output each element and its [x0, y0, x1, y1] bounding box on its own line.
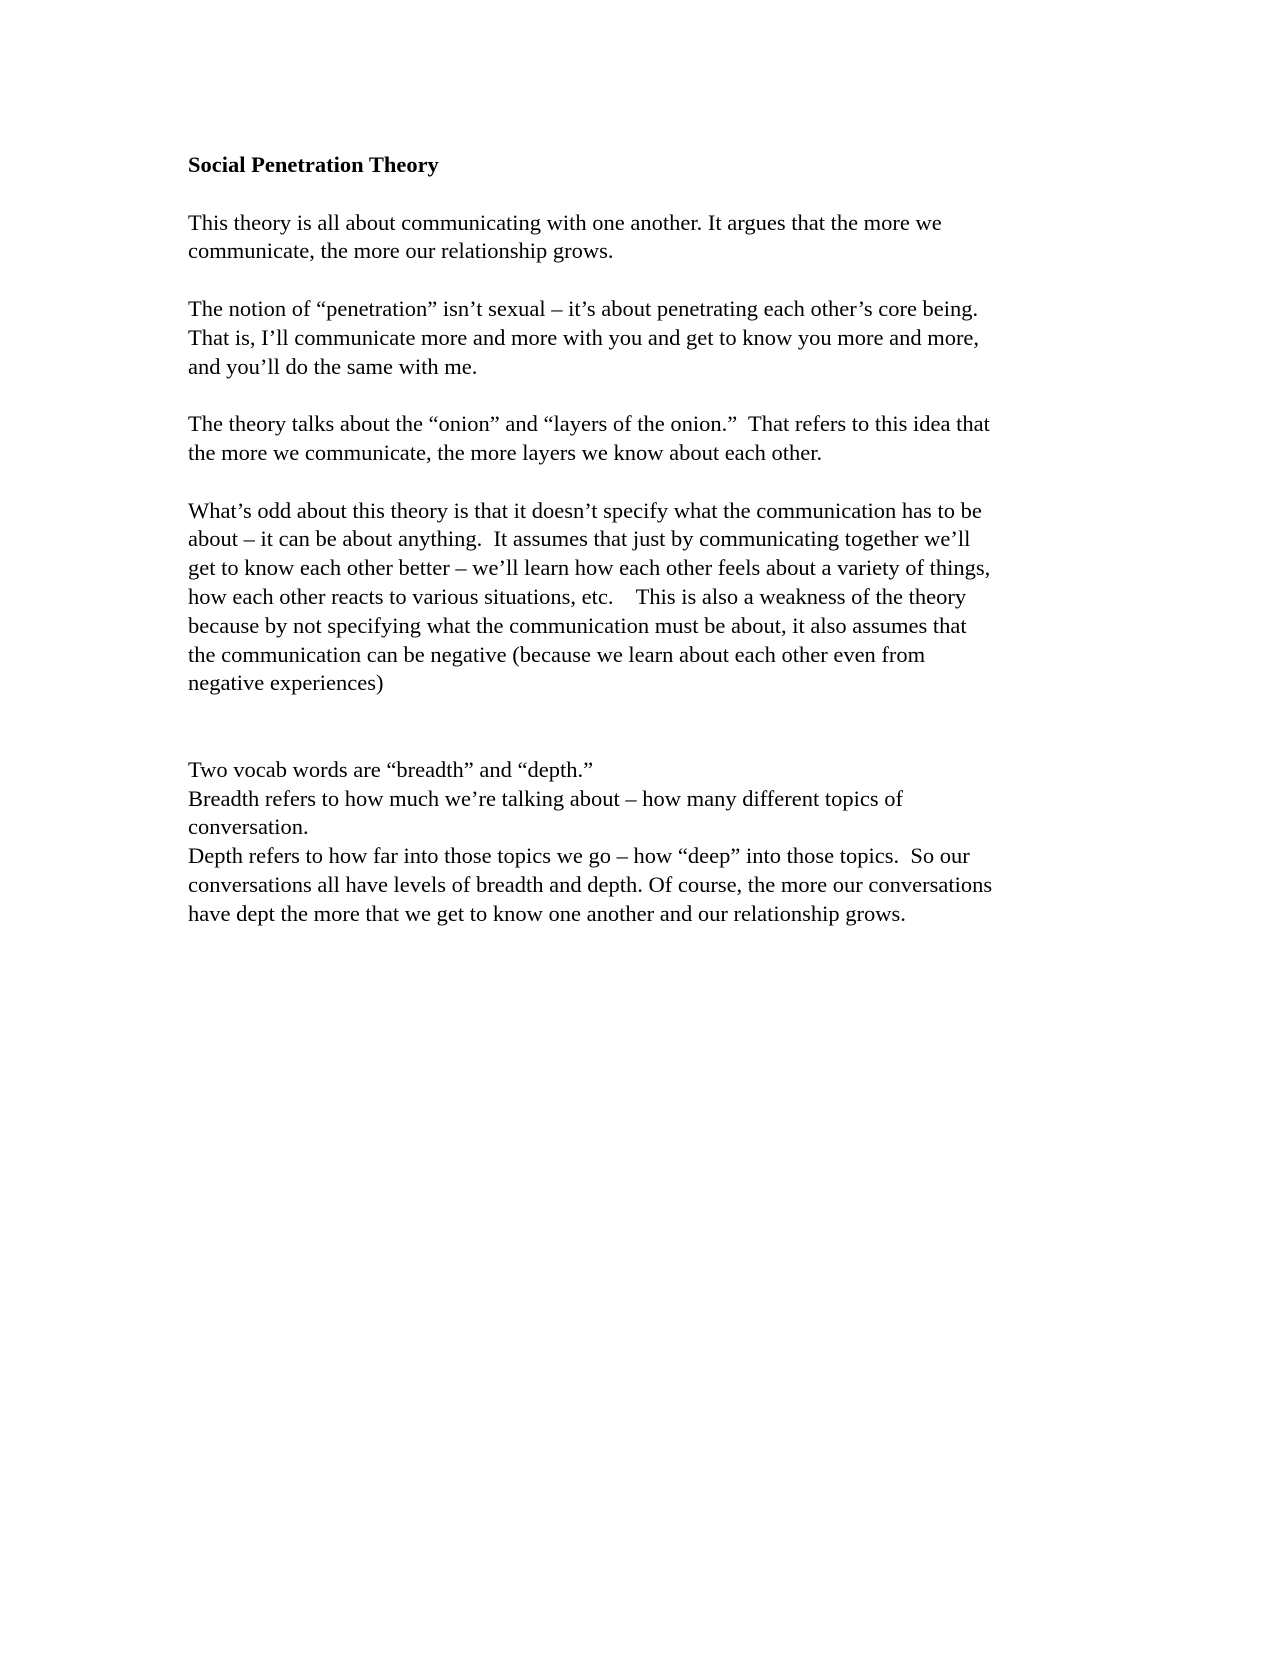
- paragraph-vocab: [188, 756, 1088, 929]
- document-title: Social Penetration Theory: [188, 152, 439, 177]
- paragraph-intro: [188, 209, 1088, 267]
- text-line: because by not specifying what the communication must be about, it also assumes that: [188, 612, 967, 638]
- text-line: conversation.: [188, 814, 309, 840]
- paragraph-onion: [188, 410, 1088, 468]
- paragraph-penetration: [188, 295, 1088, 381]
- text-line: have dept the more that we get to know one another and our relationship grows.: [188, 900, 906, 926]
- text-line: The notion of “penetration” isn’t sexual – it’s about penetrating each other’s core being.: [188, 295, 979, 321]
- text-line: the more we communicate, the more layers we know about each other.: [188, 439, 823, 465]
- text-line: and you’ll do the same with me.: [188, 353, 478, 379]
- text-line: conversations all have levels of breadth and depth. Of course, the more our conversations: [188, 871, 993, 897]
- text-line: Depth refers to how far into those topics we go – how “deep” into those topics. So our: [188, 843, 970, 869]
- text-line: What’s odd about this theory is that it doesn’t specify what the communication has to be: [188, 497, 982, 523]
- text-line: That is, I’ll communicate more and more with you and get to know you more and more,: [188, 324, 980, 350]
- text-line: how each other reacts to various situations, etc. This is also a weakness of the theory: [188, 583, 967, 609]
- text-line: Breadth refers to how much we’re talking about – how many different topics of: [188, 785, 904, 811]
- text-line: The theory talks about the “onion” and “layers of the onion.” That refers to this idea that: [188, 411, 990, 437]
- text-line: communicate, the more our relationship grows.: [188, 238, 614, 264]
- text-line: negative experiences): [188, 670, 384, 696]
- paragraph-weakness: [188, 497, 1088, 699]
- text-line: This theory is all about communicating with one another. It argues that the more we: [188, 209, 942, 235]
- document-body: [188, 151, 1088, 957]
- text-line: about – it can be about anything. It assumes that just by communicating together we’ll: [188, 526, 971, 552]
- blank-line: [188, 727, 1088, 756]
- text-line: get to know each other better – we’ll learn how each other feels about a variety of things,: [188, 555, 991, 581]
- text-line: Two vocab words are “breadth” and “depth.”: [188, 756, 594, 782]
- text-line: the communication can be negative (because we learn about each other even from: [188, 641, 926, 667]
